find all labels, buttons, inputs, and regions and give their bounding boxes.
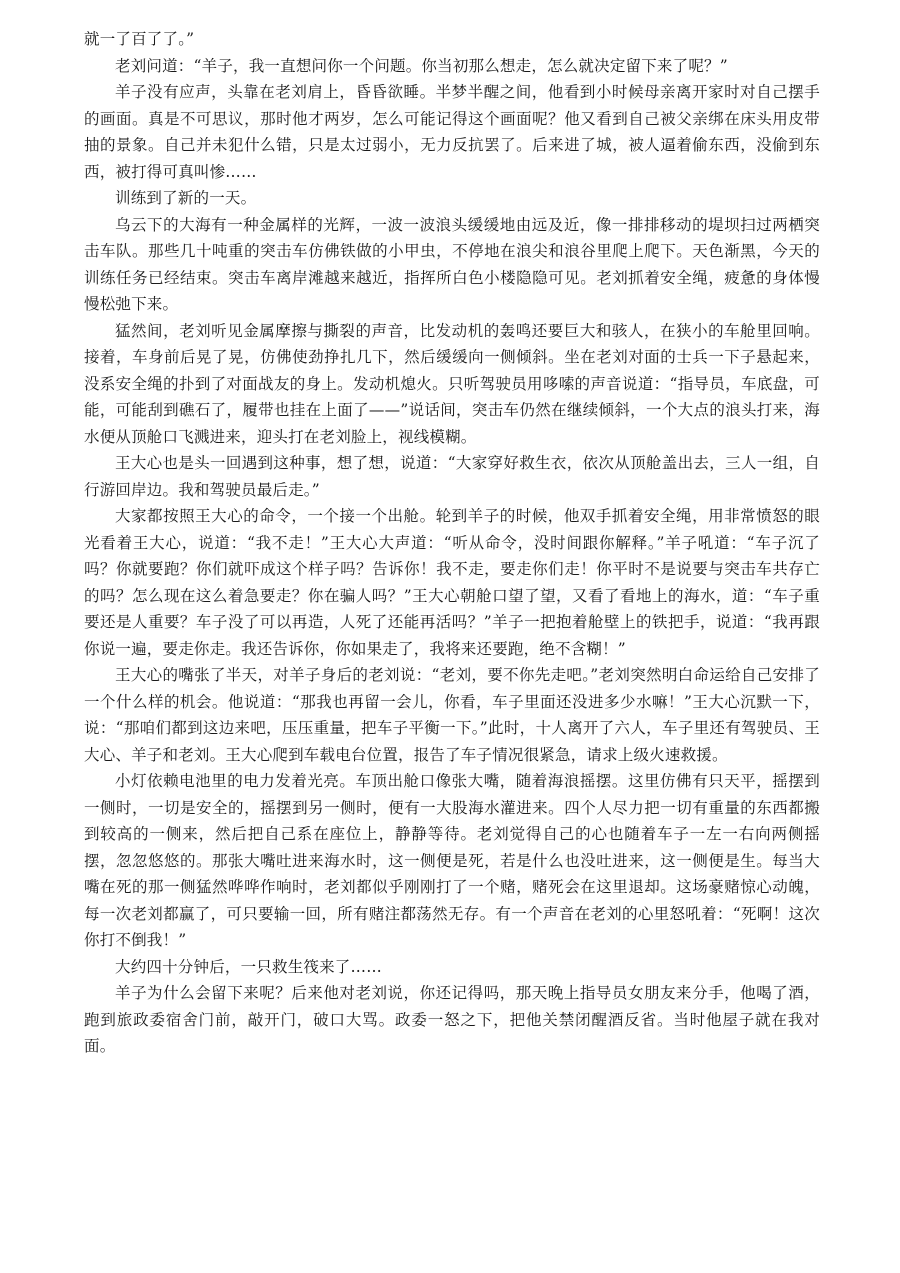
paragraph-8: 大家都按照王大心的命令，一个接一个出舱。轮到羊子的时候，他双手抓着安全绳，用非常愤怒的眼光看着王大心，说道：“我不走！”王大心大声道：“听从命令，没时间跟你解释。”羊子吼道：“车子沉了吗？你就要跑？你们就吓成这个样子吗？告诉你！我不走，要走你们走！你平时不是说要与突击车共存亡的吗？怎么现在这么着急要走？你在骗人吗？”王大心朝舱口望了望，又看了看地上的海水，道：“车子重要还是人重要？车子没了可以再造，人死了还能再活吗？”羊子一把抱着舱壁上的铁把手，说道：“我再跟你说一遍，要走你走。我还告诉你，你如果走了，我将来还要跑，绝不含糊！” — [84, 507, 820, 658]
paragraph-6: 猛然间，老刘听见金属摩擦与撕裂的声音，比发动机的轰鸣还要巨大和骇人，在狭小的车舱里回响。接着，车身前后晃了晃，仿佛使劲挣扎几下，然后缓缓向一侧倾斜。坐在老刘对面的士兵一下子悬起来，没系安全绳的扑到了对面战友的身上。发动机熄火。只听驾驶员用哆嗦的声音说道：“指导员，车底盘，可能，可能刮到礁石了，履带也挂在上面了——”说话间，突击车仍然在继续倾斜，一个大点的浪头打来，海水便从顶舱口飞溅进来，迎头打在老刘脸上，视线模糊。 — [84, 321, 820, 446]
paragraph-2: 老刘问道：“羊子，我一直想问你一个问题。你当初那么想走，怎么就决定留下来了呢？” — [115, 56, 728, 75]
paragraph-1: 就一了百了了。” — [84, 30, 195, 48]
paragraph-3: 羊子没有应声，头靠在老刘肩上，昏昏欲睡。半梦半醒之间，他看到小时候母亲离开家时对自己摆手的画面。真是不可思议，那时他才两岁，怎么可能记得这个画面呢？他又看到自己被父亲绑在床头用皮带抽的景象。自己并未犯什么错，只是太过弱小，无力反抗罢了。后来进了城，被人逼着偷东西，没偷到东西，被打得可真叫惨…… — [84, 83, 820, 181]
story-text — [84, 26, 820, 1060]
paragraph-12: 羊子为什么会留下来呢？后来他对老刘说，你还记得吗，那天晚上指导员女朋友来分手，他喝了酒，跑到旅政委宿舍门前，敲开门，破口大骂。政委一怒之下，把他关禁闭醒酒反省。当时他屋子就在我对面。 — [84, 984, 820, 1055]
paragraph-5: 乌云下的大海有一种金属样的光辉，一波一波浪头缓缓地由远及近，像一排排移动的堤坝扫过两栖突击车队。那些几十吨重的突击车仿佛铁做的小甲虫，不停地在浪尖和浪谷里爬上爬下。天色渐黑，今天的训练任务已经结束。突击车离岸滩越来越近，指挥所白色小楼隐隐可见。老刘抓着安全绳，疲惫的身体慢慢松弛下来。 — [84, 215, 820, 313]
paragraph-4: 训练到了新的一天。 — [115, 189, 257, 207]
paragraph-9: 王大心的嘴张了半天，对羊子身后的老刘说：“老刘，要不你先走吧。”老刘突然明白命运给自己安排了一个什么样的机会。他说道：“那我也再留一会儿，你看，车子里面还没进多少水嘛！”王大心沉默一下，说：“那咱们都到这边来吧，压压重量，把车子平衡一下。”此时，十人离开了六人，车子里还有驾驶员、王大心、羊子和老刘。王大心爬到车载电台位置，报告了车子情况很紧急，请求上级火速救援。 — [84, 666, 820, 764]
paragraph-11: 大约四十分钟后，一只救生筏来了…… — [115, 957, 382, 976]
paragraph-7: 王大心也是头一回遇到这种事，想了想，说道：“大家穿好救生衣，依次从顶舱盖出去，三人一组，自行游回岸边。我和驾驶员最后走。” — [84, 454, 820, 499]
paragraph-10: 小灯依赖电池里的电力发着光亮。车顶出舱口像张大嘴，随着海浪摇摆。这里仿佛有只天平，摇摆到一侧时，一切是安全的，摇摆到另一侧时，便有一大股海水灌进来。四个人尽力把一切有重量的东西都搬到较高的一侧来，然后把自己系在座位上，静静等待。老刘觉得自己的心也随着车子一左一右向两侧摇摆，忽忽悠悠的。那张大嘴吐进来海水时，这一侧便是死，若是什么也没吐进来，这一侧便是生。每当大嘴在死的那一侧猛然哗哗作响时，老刘都似乎刚刚打了一个赌，赌死会在这里退却。这场豪赌惊心动魄，每一次老刘都赢了，可只要输一回，所有赌注都荡然无存。有一个声音在老刘的心里怒吼着：“死啊！这次你打不倒我！” — [84, 772, 820, 949]
